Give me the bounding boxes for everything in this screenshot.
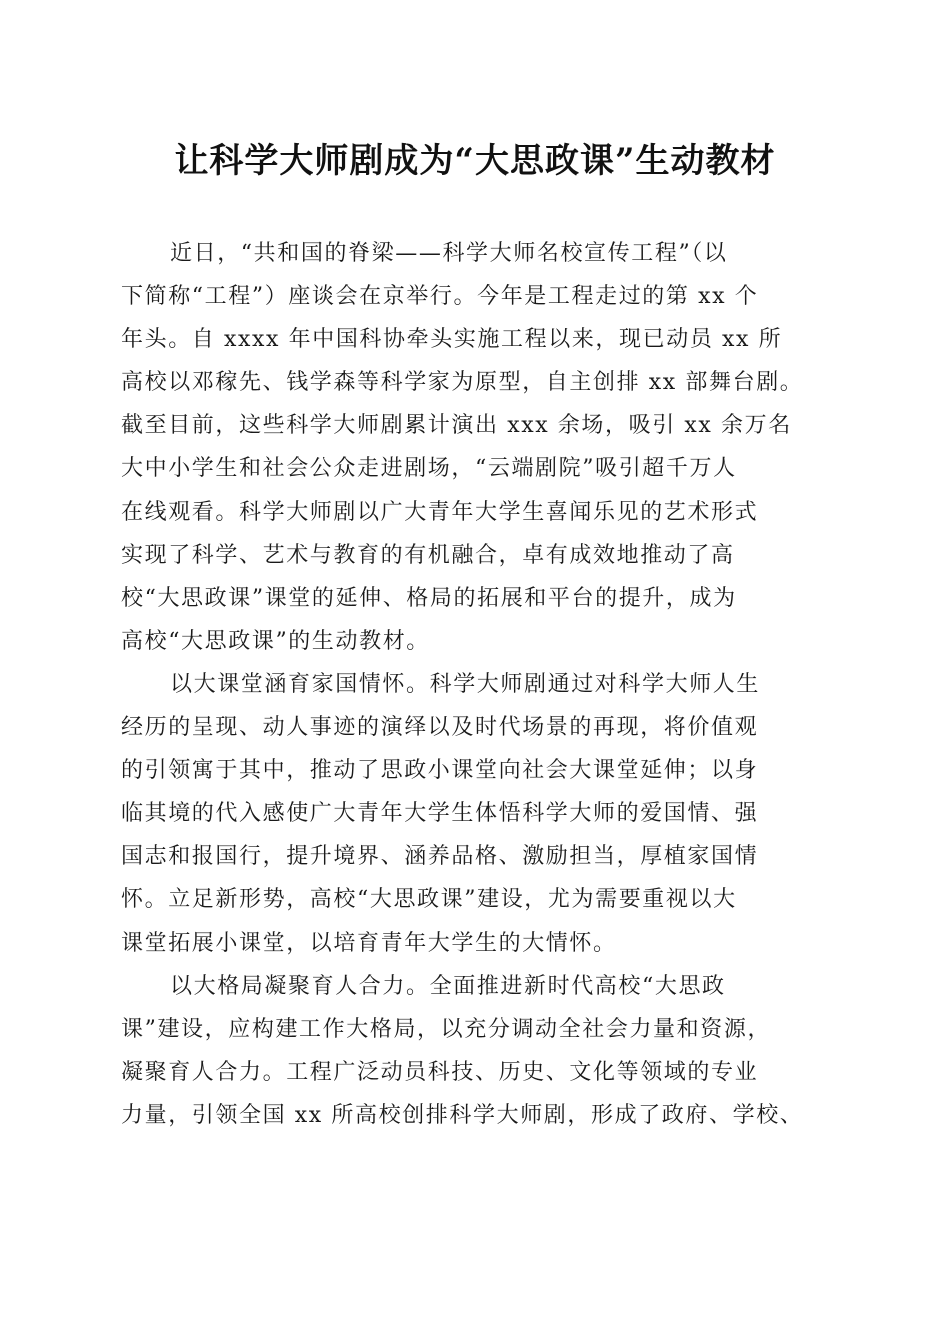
paragraph-2-line-5: 国志和报国行，提升境界、涵养品格、激励担当，厚植家国情 (121, 844, 759, 870)
paragraph-1-line-8: 实现了科学、艺术与教育的有机融合，卓有成效地推动了高 (121, 542, 735, 568)
paragraph-1-line-7: 在线观看。科学大师剧以广大青年大学生喜闻乐见的艺术形式 (121, 499, 759, 525)
paragraph-1-line-4: 高校以邓稼先、钱学森等科学家为原型，自主创排 xx 部舞台剧。 (121, 370, 804, 396)
paragraph-2-line-2: 经历的呈现、动人事迹的演绎以及时代场景的再现，将价值观 (121, 715, 759, 741)
paragraph-3-line-1: 以大格局凝聚育人合力。全面推进新时代高校“大思政 (170, 973, 726, 999)
paragraph-2-line-6: 怀。立足新形势，高校“大思政课”建设，尤为需要重视以大 (121, 887, 737, 913)
paragraph-2-line-4: 临其境的代入感使广大青年大学生体悟科学大师的爱国情、强 (121, 801, 759, 827)
paragraph-1-line-2: 下简称“工程”）座谈会在京举行。今年是工程走过的第 xx 个 (121, 284, 759, 310)
paragraph-1-line-1: 近日，“共和国的脊梁——科学大师名校宣传工程”（以 (170, 241, 728, 266)
paragraph-1-line-10: 高校“大思政课”的生动教材。 (121, 628, 430, 654)
paragraph-3-line-2: 课”建设，应构建工作大格局，以充分调动全社会力量和资源， (121, 1016, 772, 1042)
paragraph-1-line-9: 校“大思政课”课堂的延伸、格局的拓展和平台的提升，成为 (121, 585, 737, 611)
paragraph-2-line-3: 的引领寓于其中，推动了思政小课堂向社会大课堂延伸；以身 (121, 758, 759, 784)
paragraph-3-line-3: 凝聚育人合力。工程广泛动员科技、历史、文化等领域的专业 (121, 1059, 759, 1085)
paragraph-1-line-5: 截至目前，这些科学大师剧累计演出 xxx 余场，吸引 xx 余万名 (121, 413, 792, 439)
paragraph-2-line-1: 以大课堂涵育家国情怀。科学大师剧通过对科学大师人生 (170, 671, 761, 697)
paragraph-1-line-6: 大中小学生和社会公众走进剧场，“云端剧院”吸引超千万人 (121, 456, 737, 482)
paragraph-3-line-4: 力量，引领全国 xx 所高校创排科学大师剧，形成了政府、学校、 (121, 1102, 804, 1128)
document-body (121, 232, 841, 1137)
paragraph-2-line-7: 课堂拓展小课堂，以培育青年大学生的大情怀。 (121, 930, 617, 956)
paragraph-1-line-3: 年头。自 xxxx 年中国科协牵头实施工程以来，现已动员 xx 所 (121, 327, 783, 353)
document-title: 让科学大师剧成为“大思政课”生动教材 (174, 141, 776, 181)
